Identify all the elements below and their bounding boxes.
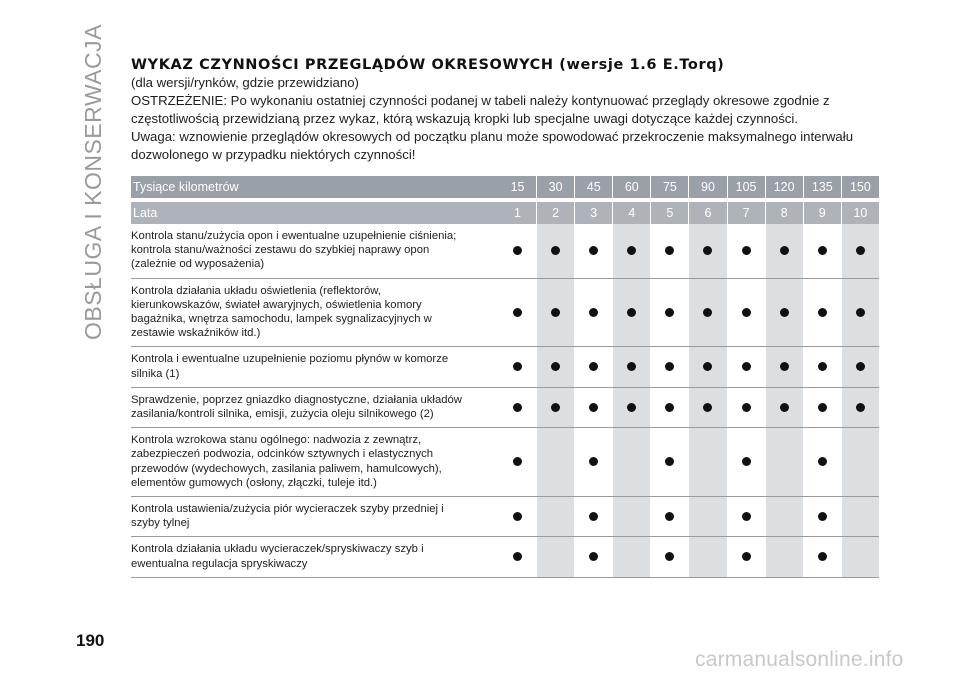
item-description xyxy=(131,387,499,427)
scheduled-dot-icon xyxy=(589,403,598,412)
table-row xyxy=(131,537,879,577)
table-row xyxy=(131,347,879,387)
scheduled-dot-icon xyxy=(513,403,522,412)
interval-cell xyxy=(842,537,879,577)
schedule-items xyxy=(131,224,879,577)
interval-cell xyxy=(689,428,726,497)
section-tab xyxy=(80,24,110,340)
note-text: Uwaga: wznowienie przeglądów okresowych od początku planu może spowodować przekroczenie maksymalnego interwału dozwolonego w przypadku niektórych czynności! xyxy=(131,129,854,162)
scheduled-dot-icon xyxy=(703,246,712,255)
scheduled-dot-icon xyxy=(856,403,865,412)
interval-cell xyxy=(728,278,765,347)
header-year-9: 9 xyxy=(804,202,841,224)
header-km-6: 90 xyxy=(689,176,726,198)
warning-text: OSTRZEŻENIE: Po wykonaniu ostatniej czynności podanej w tabeli należy kontynuować przeglądy okresowe zgodnie z częstotliwością przewidzianą przez wykaz, którą wskazują kropki lub specjalne uwagi dotyczące każdej czynności. xyxy=(131,93,830,126)
interval-cell xyxy=(842,387,879,427)
interval-cell xyxy=(728,224,765,278)
header-km-5: 75 xyxy=(651,176,688,198)
scheduled-dot-icon xyxy=(780,308,789,317)
interval-cell xyxy=(842,278,879,347)
item-description-line: zabezpieczeń podwozia, odcinków sztywnych i elastycznych xyxy=(131,448,434,461)
interval-cell xyxy=(575,278,612,347)
scheduled-dot-icon xyxy=(513,457,522,466)
interval-cell xyxy=(689,224,726,278)
table-row xyxy=(131,428,879,497)
scheduled-dot-icon xyxy=(513,308,522,317)
scheduled-dot-icon xyxy=(818,512,827,521)
interval-cell xyxy=(499,387,536,427)
item-description-line: przewodów (wydechowych, zasilania paliwem, hamulcowych), xyxy=(131,462,442,475)
item-description-line: zasilania/kontroli silnika, emisji, zużycia oleju silnikowego (2) xyxy=(131,408,434,421)
interval-cell xyxy=(575,347,612,387)
interval-cell xyxy=(766,347,803,387)
scheduled-dot-icon xyxy=(780,403,789,412)
item-description-line: Kontrola działania układu wycieraczek/spryskiwaczy szyb i xyxy=(131,543,424,556)
interval-cell xyxy=(575,428,612,497)
header-row-years xyxy=(131,202,879,224)
interval-cell xyxy=(842,224,879,278)
scheduled-dot-icon xyxy=(742,552,751,561)
watermark: carmanualsonline.info xyxy=(695,648,904,671)
interval-cell xyxy=(575,224,612,278)
scheduled-dot-icon xyxy=(818,403,827,412)
scheduled-dot-icon xyxy=(780,246,789,255)
header-km-4: 60 xyxy=(613,176,650,198)
interval-cell xyxy=(499,224,536,278)
scheduled-dot-icon xyxy=(742,457,751,466)
header-year-10: 10 xyxy=(842,202,879,224)
header-year-6: 6 xyxy=(689,202,726,224)
scheduled-dot-icon xyxy=(665,308,674,317)
interval-cell xyxy=(651,278,688,347)
interval-cell xyxy=(499,497,536,537)
interval-cell xyxy=(804,387,841,427)
interval-cell xyxy=(804,497,841,537)
interval-cell xyxy=(613,428,650,497)
scheduled-dot-icon xyxy=(551,403,560,412)
interval-cell xyxy=(575,387,612,427)
page-number: 190 xyxy=(76,631,105,650)
interval-cell xyxy=(651,428,688,497)
scheduled-dot-icon xyxy=(818,362,827,371)
interval-cell xyxy=(766,224,803,278)
item-description-line: szyby tylnej xyxy=(131,517,190,530)
page-subtitle: (dla wersji/rynków, gdzie przewidziano) xyxy=(131,75,359,90)
interval-cell xyxy=(689,387,726,427)
interval-cell xyxy=(651,497,688,537)
page-header xyxy=(131,56,879,164)
item-description xyxy=(131,497,499,537)
scheduled-dot-icon xyxy=(818,246,827,255)
scheduled-dot-icon xyxy=(551,362,560,371)
scheduled-dot-icon xyxy=(513,512,522,521)
table-row xyxy=(131,224,879,278)
scheduled-dot-icon xyxy=(856,246,865,255)
scheduled-dot-icon xyxy=(589,362,598,371)
interval-cell xyxy=(766,497,803,537)
interval-cell xyxy=(499,428,536,497)
interval-cell xyxy=(613,497,650,537)
interval-cell xyxy=(537,347,574,387)
scheduled-dot-icon xyxy=(589,246,598,255)
header-km-9: 135 xyxy=(804,176,841,198)
item-description-line: Kontrola wzrokowa stanu ogólnego: nadwozia z zewnątrz, xyxy=(131,434,422,447)
header-year-1: 1 xyxy=(499,202,536,224)
item-description-line: (zależnie od wyposażenia) xyxy=(131,258,265,271)
interval-cell xyxy=(575,537,612,577)
interval-cell xyxy=(499,278,536,347)
scheduled-dot-icon xyxy=(627,362,636,371)
scheduled-dot-icon xyxy=(703,403,712,412)
item-description-line: Sprawdzenie, poprzez gniazdko diagnostyczne, działania układów xyxy=(131,393,462,406)
table-row xyxy=(131,278,879,347)
interval-cell xyxy=(537,387,574,427)
header-km-3: 45 xyxy=(575,176,612,198)
scheduled-dot-icon xyxy=(665,246,674,255)
header-year-8: 8 xyxy=(766,202,803,224)
interval-cell xyxy=(728,428,765,497)
interval-cell xyxy=(613,224,650,278)
interval-cell xyxy=(728,347,765,387)
scheduled-dot-icon xyxy=(665,403,674,412)
item-description-line: bagażnika, wnętrza samochodu, lampek sygnalizacyjnych w xyxy=(131,313,432,326)
scheduled-dot-icon xyxy=(742,308,751,317)
interval-cell xyxy=(766,537,803,577)
scheduled-dot-icon xyxy=(513,552,522,561)
header-label-kilometers: Tysiące kilometrów xyxy=(131,176,499,198)
interval-cell xyxy=(613,278,650,347)
scheduled-dot-icon xyxy=(665,552,674,561)
interval-cell xyxy=(651,387,688,427)
interval-cell xyxy=(842,347,879,387)
header-year-7: 7 xyxy=(728,202,765,224)
interval-cell xyxy=(537,224,574,278)
scheduled-dot-icon xyxy=(742,403,751,412)
scheduled-dot-icon xyxy=(513,246,522,255)
interval-cell xyxy=(613,347,650,387)
interval-cell xyxy=(689,278,726,347)
interval-cell xyxy=(766,387,803,427)
scheduled-dot-icon xyxy=(513,362,522,371)
interval-cell xyxy=(575,497,612,537)
header-year-3: 3 xyxy=(575,202,612,224)
scheduled-dot-icon xyxy=(742,362,751,371)
item-description-line: zestawie wskaźników itd.) xyxy=(131,327,261,340)
scheduled-dot-icon xyxy=(551,308,560,317)
interval-cell xyxy=(537,278,574,347)
header-label-years: Lata xyxy=(131,202,499,224)
scheduled-dot-icon xyxy=(551,246,560,255)
item-description xyxy=(131,278,499,347)
item-description-line: silnika (1) xyxy=(131,367,180,380)
scheduled-dot-icon xyxy=(665,512,674,521)
interval-cell xyxy=(842,428,879,497)
header-year-5: 5 xyxy=(651,202,688,224)
scheduled-dot-icon xyxy=(627,246,636,255)
table-row xyxy=(131,497,879,537)
interval-cell xyxy=(728,497,765,537)
interval-cell xyxy=(728,537,765,577)
interval-cell xyxy=(613,537,650,577)
item-description xyxy=(131,537,499,577)
interval-cell xyxy=(804,224,841,278)
interval-cell xyxy=(804,347,841,387)
header-km-8: 120 xyxy=(766,176,803,198)
scheduled-dot-icon xyxy=(665,457,674,466)
scheduled-dot-icon xyxy=(818,457,827,466)
maintenance-schedule-table xyxy=(131,176,879,578)
scheduled-dot-icon xyxy=(627,308,636,317)
interval-cell xyxy=(499,347,536,387)
scheduled-dot-icon xyxy=(856,362,865,371)
interval-cell xyxy=(613,387,650,427)
scheduled-dot-icon xyxy=(742,246,751,255)
scheduled-dot-icon xyxy=(818,552,827,561)
scheduled-dot-icon xyxy=(589,512,598,521)
interval-cell xyxy=(689,537,726,577)
item-description-line: kierunkowskazów, świateł awaryjnych, oświetlenia komory xyxy=(131,298,422,311)
scheduled-dot-icon xyxy=(665,362,674,371)
item-description-line: Kontrola ustawienia/zużycia piór wycieraczek szyby przedniej i xyxy=(131,503,444,516)
scheduled-dot-icon xyxy=(627,403,636,412)
interval-cell xyxy=(766,278,803,347)
interval-cell xyxy=(537,428,574,497)
interval-cell xyxy=(689,347,726,387)
item-description-line: Kontrola i ewentualne uzupełnienie poziomu płynów w komorze xyxy=(131,353,449,366)
scheduled-dot-icon xyxy=(703,308,712,317)
scheduled-dot-icon xyxy=(589,457,598,466)
item-description xyxy=(131,428,499,497)
header-year-4: 4 xyxy=(613,202,650,224)
interval-cell xyxy=(766,428,803,497)
interval-cell xyxy=(651,537,688,577)
interval-cell xyxy=(689,497,726,537)
header-row-kilometers xyxy=(131,176,879,198)
header-km-7: 105 xyxy=(728,176,765,198)
scheduled-dot-icon xyxy=(818,308,827,317)
interval-cell xyxy=(728,387,765,427)
item-description-line: ewentualna regulacja spryskiwaczy xyxy=(131,557,308,570)
item-description-line: Kontrola działania układu oświetlenia (reflektorów, xyxy=(131,284,381,297)
interval-cell xyxy=(804,537,841,577)
item-description-line: kontrola stanu/ważności zestawu do szybkiej naprawy opon xyxy=(131,244,430,257)
header-km-2: 30 xyxy=(537,176,574,198)
interval-cell xyxy=(842,497,879,537)
interval-cell xyxy=(537,497,574,537)
interval-cell xyxy=(651,347,688,387)
interval-cell xyxy=(499,537,536,577)
scheduled-dot-icon xyxy=(589,552,598,561)
header-km-1: 15 xyxy=(499,176,536,198)
scheduled-dot-icon xyxy=(856,308,865,317)
scheduled-dot-icon xyxy=(742,512,751,521)
header-km-10: 150 xyxy=(842,176,879,198)
interval-cell xyxy=(537,537,574,577)
page-title: WYKAZ CZYNNOŚCI PRZEGLĄDÓW OKRESOWYCH (wersje 1.6 E.Torq) xyxy=(131,57,725,73)
item-description xyxy=(131,347,499,387)
interval-cell xyxy=(804,278,841,347)
item-description-line: elementów gumowych (osłony, złączki, tuleje itd.) xyxy=(131,476,377,489)
scheduled-dot-icon xyxy=(703,362,712,371)
scheduled-dot-icon xyxy=(589,308,598,317)
item-description xyxy=(131,224,499,278)
table-row xyxy=(131,387,879,427)
interval-cell xyxy=(804,428,841,497)
scheduled-dot-icon xyxy=(780,362,789,371)
interval-cell xyxy=(651,224,688,278)
section-tab-label: OBSŁUGA I KONSERWACJA xyxy=(80,24,106,340)
item-description-line: Kontrola stanu/zużycia opon i ewentualne uzupełnienie ciśnienia; xyxy=(131,230,457,242)
header-year-2: 2 xyxy=(537,202,574,224)
